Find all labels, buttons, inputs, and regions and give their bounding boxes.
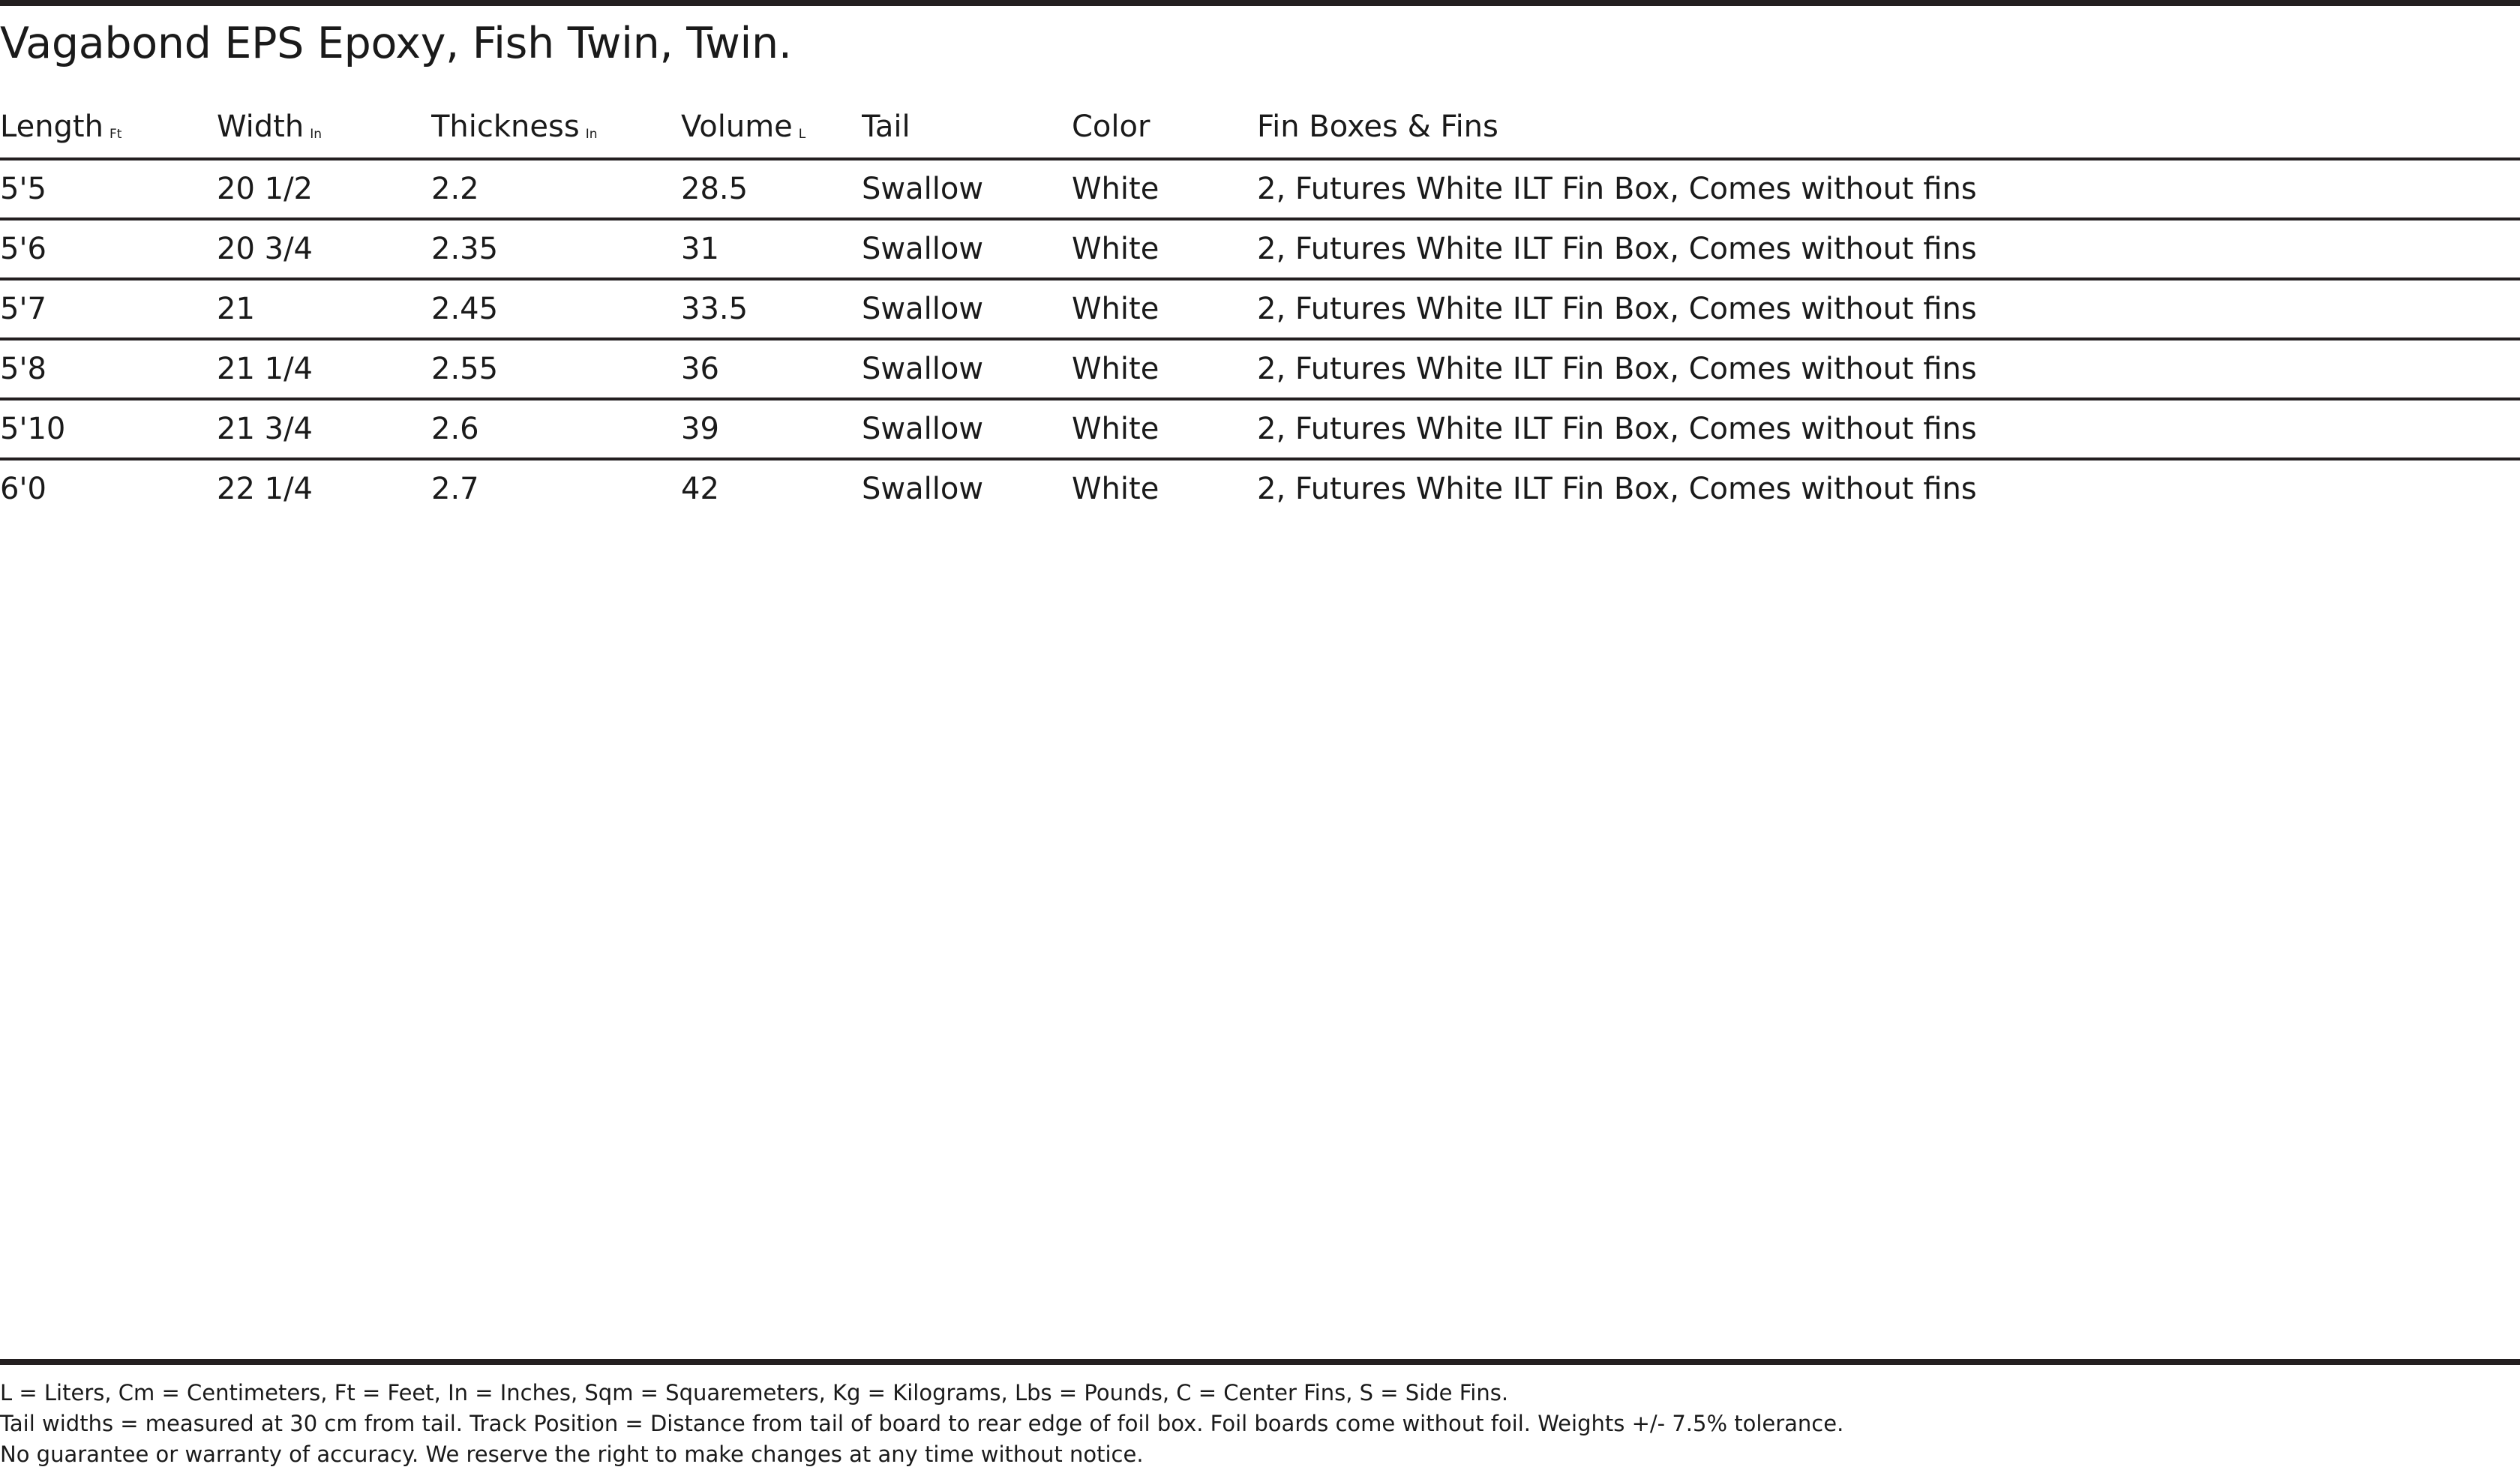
cell-fin-boxes: 2, Futures White ILT Fin Box, Comes without fins (1257, 399, 2520, 459)
footnote-measurements: Tail widths = measured at 30 cm from tail. Track Position = Distance from tail of board to rear edge of foil box. Foil boards come without foil. Weights +/- 7.5% tolerance. (0, 1411, 1844, 1436)
cell-tail: Swallow (862, 219, 1072, 279)
header-row (0, 96, 2520, 159)
cell-thickness: 2.55 (431, 339, 681, 399)
header-label: Fin Boxes & Fins (1257, 110, 1498, 144)
column-header-width (217, 96, 431, 159)
page-title: Vagabond EPS Epoxy, Fish Twin, Twin. (0, 19, 792, 68)
cell-volume: 39 (681, 399, 862, 459)
cell-width: 20 1/2 (217, 159, 431, 219)
cell-color: White (1072, 279, 1257, 339)
cell-thickness: 2.7 (431, 472, 479, 506)
table-row (0, 399, 2520, 459)
header-label: Thickness (431, 110, 580, 144)
cell-width: 21 (217, 279, 431, 339)
cell-color: White (1072, 472, 1160, 506)
cell-fin-boxes: 2, Futures White ILT Fin Box, Comes without fins (1257, 219, 2520, 279)
cell-width: 20 3/4 (217, 219, 431, 279)
cell-tail: Swallow (862, 472, 984, 506)
cell-tail: Swallow (862, 159, 1072, 219)
cell-tail: Swallow (862, 339, 1072, 399)
cell-color: White (1072, 339, 1257, 399)
cell-color: White (1072, 159, 1257, 219)
header-unit: Ft (109, 127, 122, 142)
header-unit: In (310, 127, 322, 142)
header-unit: In (585, 127, 598, 142)
footnote-units: L = Liters, Cm = Centimeters, Ft = Feet, In = Inches, Sqm = Squaremeters, Kg = Kilograms, Lbs = Pounds, C = Center Fins, S = Side Fins. (0, 1380, 1509, 1406)
cell-thickness: 2.2 (431, 159, 681, 219)
cell-tail: Swallow (862, 399, 1072, 459)
cell-color: White (1072, 219, 1257, 279)
table-row (0, 279, 2520, 339)
cell-volume: 36 (681, 339, 862, 399)
header-label: Color (1072, 110, 1150, 144)
cell-color: White (1072, 399, 1257, 459)
cell-fin-boxes: 2, Futures White ILT Fin Box, Comes without fins (1257, 472, 1977, 506)
cell-volume: 28.5 (681, 159, 862, 219)
footnotes (0, 1378, 1844, 1470)
cell-length: 6'0 (0, 472, 46, 506)
footnote-disclaimer: No guarantee or warranty of accuracy. We reserve the right to make changes at any time without notice. (0, 1442, 1144, 1467)
header-label: Width (217, 110, 304, 144)
table-row (0, 159, 2520, 219)
cell-fin-boxes: 2, Futures White ILT Fin Box, Comes without fins (1257, 279, 2520, 339)
header-unit: L (798, 127, 806, 142)
header-label: Length (0, 110, 104, 144)
cell-length: 5'8 (0, 339, 217, 399)
cell-width: 22 1/4 (217, 472, 313, 506)
cell-length: 5'7 (0, 279, 217, 339)
cell-length: 5'5 (0, 159, 217, 219)
column-header-length (0, 96, 217, 159)
column-header-fin-boxes (1257, 96, 2520, 159)
column-header-thickness (431, 96, 681, 159)
table-row (0, 219, 2520, 279)
cell-width: 21 3/4 (217, 399, 431, 459)
column-header-color (1072, 96, 1257, 159)
column-header-tail (862, 96, 1072, 159)
cell-width: 21 1/4 (217, 339, 431, 399)
column-header-volume (681, 96, 862, 159)
table-row (0, 339, 2520, 399)
header-label: Volume (681, 110, 793, 144)
cell-thickness: 2.45 (431, 279, 681, 339)
spec-table (0, 96, 2520, 518)
cell-thickness: 2.35 (431, 219, 681, 279)
cell-thickness: 2.6 (431, 399, 681, 459)
cell-fin-boxes: 2, Futures White ILT Fin Box, Comes without fins (1257, 159, 2520, 219)
header-label: Tail (862, 110, 910, 144)
top-rule (0, 0, 2520, 6)
cell-length: 5'10 (0, 399, 217, 459)
cell-volume: 42 (681, 472, 719, 506)
cell-tail: Swallow (862, 279, 1072, 339)
cell-volume: 33.5 (681, 279, 862, 339)
cell-fin-boxes: 2, Futures White ILT Fin Box, Comes without fins (1257, 339, 2520, 399)
table-row (0, 459, 2520, 518)
cell-volume: 31 (681, 219, 862, 279)
bottom-rule (0, 1359, 2520, 1365)
cell-length: 5'6 (0, 219, 217, 279)
